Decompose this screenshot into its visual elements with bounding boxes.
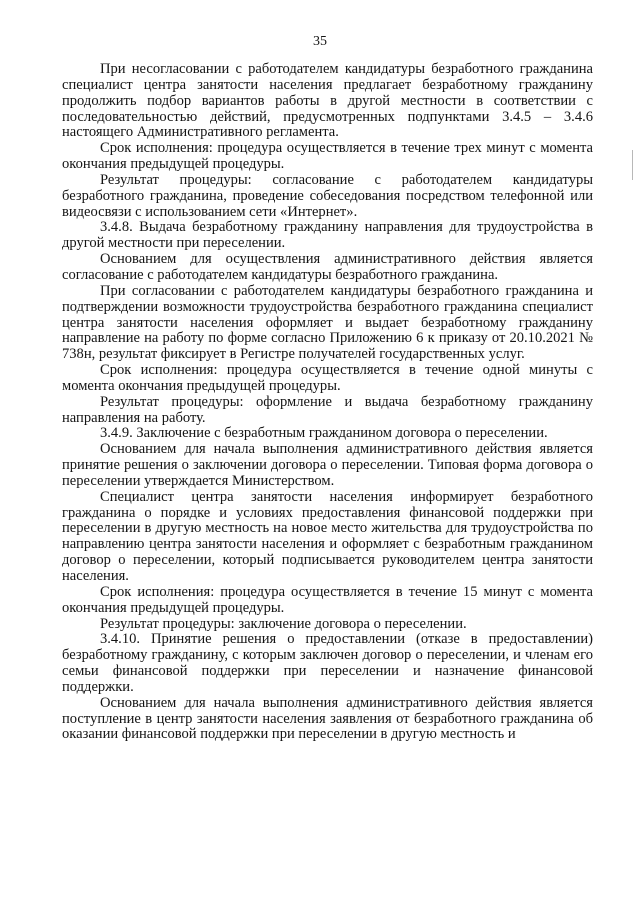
section-heading-3-4-9: 3.4.9. Заключение с безработным гражданином договора о переселении. <box>100 425 548 442</box>
document-body <box>62 62 593 743</box>
paragraph-result-interview: Результат процедуры: согласование с работодателем кандидатуры безработного гражданина, проведение собеседования посредством телефонной или видеосвязи с использованием сети «Интернет». <box>62 171 593 220</box>
paragraph-result-contract: Результат процедуры: заключение договора о переселении. <box>100 615 467 632</box>
paragraph-basis-3-4-9: Основанием для начала выполнения административного действия является принятие решения о заключении договора о переселении. Типовая форма договора о переселении утверждается Министерством. <box>62 441 593 489</box>
paragraph-basis-3-4-8: Основанием для осуществления административного действия является согласование с работодателем кандидатуры безработного гражданина. <box>62 251 593 283</box>
paragraph-deadline-3min: Срок исполнения: процедура осуществляется в течение трех минут с момента окончания предыдущей процедуры. <box>62 140 593 173</box>
paragraph-rejection: При несогласовании с работодателем кандидатуры безработного гражданина специалист центра занятости населения предлагает безработному гражданину продолжить подбор вариантов работы в другой местности в соответствии с последовательностью действий, предусмотренных подпунктами 3.4.5 – 3.4.6 настоящего Административного регламента. <box>62 61 593 141</box>
section-heading-3-4-10: 3.4.10. Принятие решения о предоставлении (отказе в предоставлении) безработному гражданину, с которым заключен договор о переселении, и членам его семьи финансовой поддержки при переселении и назначение финансовой поддержки. <box>62 631 593 695</box>
paragraph-referral-issue: При согласовании с работодателем кандидатуры безработного гражданина и подтверждении возможности трудоустройства безработного гражданина специалист центра занятости населения оформляет и выдает безработному гражданину направление на работу по форме согласно Приложению 6 к приказу от 20.10.2021 № 738н, результат фиксирует в Регистре получателей государственных услуг. <box>62 282 593 363</box>
paragraph-specialist-informs: Специалист центра занятости населения информирует безработного гражданина о порядке и условиях предоставления финансовой поддержки при переселении в другую местность на новое место жительства для трудоустройства по направлению центра занятости населения и оформляет с безработным гражданином договор о переселении, который подписывается руководителем центра занятости населения. <box>62 488 593 584</box>
paragraph-basis-3-4-10: Основанием для начала выполнения административного действия является поступление в центр занятости населения заявления от безработного гражданина об оказании финансовой поддержки при переселении в другую местность и <box>62 694 593 743</box>
section-heading-3-4-8: 3.4.8. Выдача безработному гражданину направления для трудоустройства в другой местности при переселении. <box>62 219 593 252</box>
page-number: 35 <box>313 34 327 49</box>
paragraph-deadline-15min: Срок исполнения: процедура осуществляется в течение 15 минут с момента окончания предыдущей процедуры. <box>62 583 593 616</box>
paragraph-deadline-1min: Срок исполнения: процедура осуществляется в течение одной минуты с момента окончания предыдущей процедуры. <box>62 362 593 394</box>
paragraph-result-referral: Результат процедуры: оформление и выдача безработному гражданину направления на работу. <box>62 393 593 426</box>
scan-edge-mark <box>632 150 633 180</box>
